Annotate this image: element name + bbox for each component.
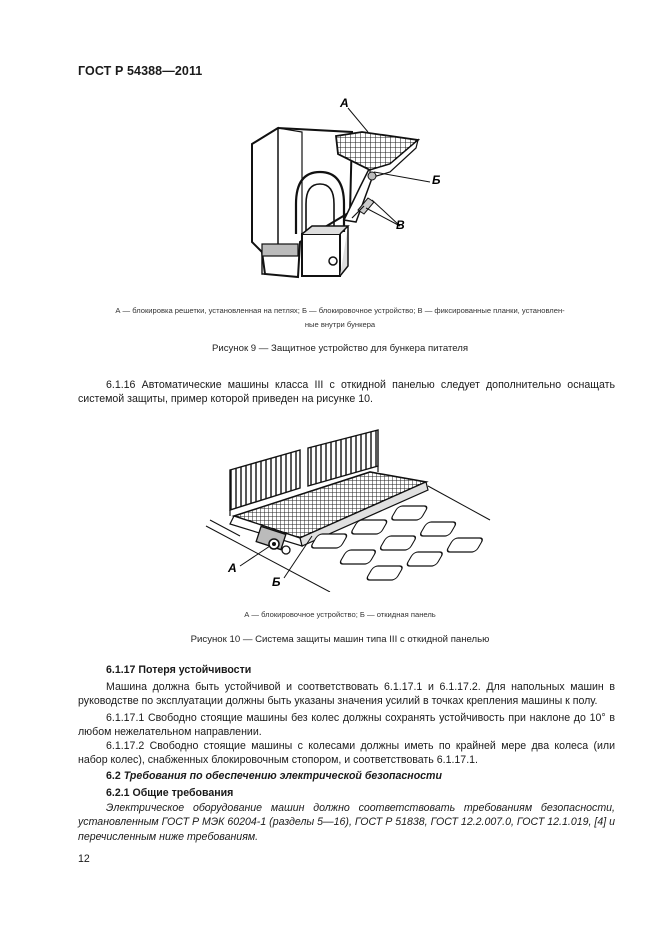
figure-10-drawing (200, 420, 500, 592)
figure-9-drawing (240, 92, 440, 284)
document-id: ГОСТ Р 54388—2011 (78, 64, 203, 78)
heading-6-2-title: Требования по обеспечению электрической безопасности (123, 770, 442, 782)
fig10-label-b: Б (272, 575, 281, 589)
figure-9-legend-line1: А — блокировка решетки, установленная на петлях; Б — блокировочное устройство; В — фиксированные планки, установлен- (115, 306, 565, 315)
heading-6-2-number: 6.2 (106, 770, 121, 782)
paragraph-6-1-17-1: 6.1.17.1 Свободно стоящие машины без колес должны сохранять устойчивость при наклоне до 10° в любом нежелательном направлении. (78, 712, 615, 739)
paragraph-6-1-16: 6.1.16 Автоматические машины класса III с откидной панелью следует дополнительно оснащать системой защиты, пример которой приведен на рисунке 10. (78, 379, 615, 406)
paragraph-6-1-17-2: 6.1.17.2 Свободно стоящие машины с колесами должны иметь по крайней мере два колеса (или набор колес), снабженных блокировочным стопором, и соответствовать 6.1.17.1. (78, 740, 615, 767)
heading-6-2 (106, 770, 442, 782)
heading-6-2-1: 6.2.1 Общие требования (106, 787, 234, 799)
fig9-label-b: Б (432, 173, 440, 187)
figure-9-legend (60, 304, 620, 332)
fig9-label-v: В (396, 218, 405, 232)
figure-10-title: Рисунок 10 — Система защиты машин типа III с откидной панелью (190, 634, 490, 645)
figure-9-legend-line2: ные внутри бункера (304, 320, 376, 329)
paragraph-6-2-1: Электрическое оборудование машин должно соответствовать требованиям безопасности, установленным ГОСТ Р МЭК 60204-1 (разделы 5—16), ГОСТ Р 51838, ГОСТ 12.2.007.0, ГОСТ 12.1.019, [4] и перечисленным ниже требованиям. (78, 802, 615, 843)
page-number: 12 (78, 853, 90, 865)
fig9-label-a: А (340, 96, 349, 110)
paragraph-6-1-17: Машина должна быть устойчивой и соответствовать 6.1.17.1 и 6.1.17.2. Для напольных машин в руководстве по эксплуатации должны быть указаны значения усилий в точках крепления машины к полу. (78, 681, 615, 708)
figure-10-legend: А — блокировочное устройство; Б — откидная панель (244, 610, 436, 619)
fig10-label-a: А (228, 561, 237, 575)
interlock-block (302, 234, 340, 276)
heading-6-1-17: 6.1.17 Потеря устойчивости (106, 664, 252, 676)
figure-9-title: Рисунок 9 — Защитное устройство для бункера питателя (211, 343, 469, 354)
